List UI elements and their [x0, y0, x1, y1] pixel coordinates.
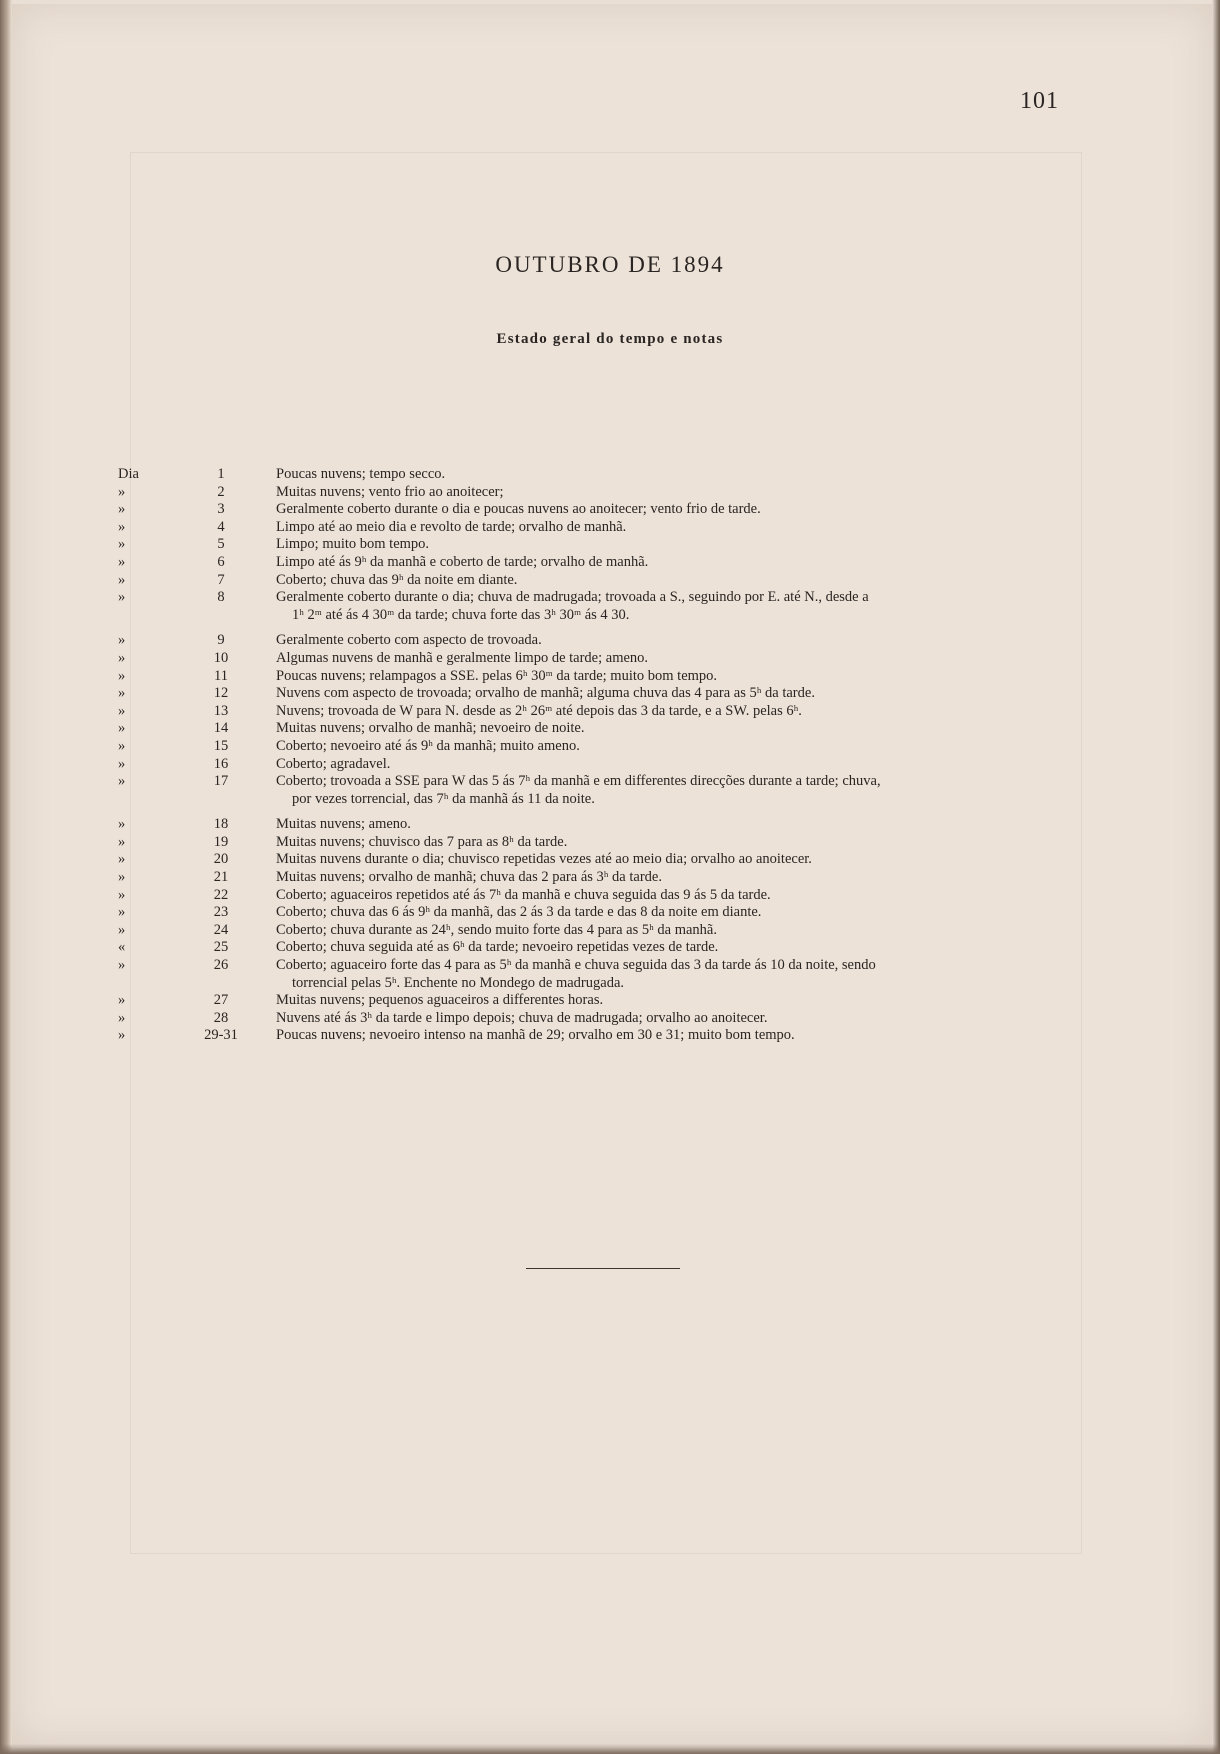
day-marker: » — [118, 1009, 126, 1026]
log-entry-row — [118, 887, 1078, 905]
day-marker: » — [118, 755, 126, 772]
log-entry-row — [118, 668, 1078, 686]
day-marker: » — [118, 773, 126, 790]
day-marker: » — [118, 851, 126, 868]
day-marker: » — [118, 720, 126, 737]
day-marker: » — [118, 553, 126, 570]
day-marker: » — [118, 702, 126, 719]
day-number: 8 — [217, 589, 225, 606]
weather-note: torrencial pelas 5ʰ. Enchente no Mondego de madrugada. — [292, 974, 624, 991]
weather-note: Muitas nuvens; vento frio ao anoitecer; — [276, 483, 504, 500]
log-entry-row — [118, 957, 1078, 975]
weather-note: Coberto; aguaceiro forte das 4 para as 5ʰ da manhã e chuva seguida das 3 da tarde ás 10 da noite, sendo — [276, 957, 876, 974]
weather-note: Muitas nuvens; orvalho de manhã; chuva das 2 para ás 3ʰ da tarde. — [276, 869, 662, 886]
day-marker: » — [118, 589, 126, 606]
log-entry-row — [118, 773, 1078, 791]
weather-note: Geralmente coberto durante o dia e poucas nuvens ao anoitecer; vento frio de tarde. — [276, 501, 761, 518]
log-entry-row — [118, 992, 1078, 1010]
log-entry-row — [118, 466, 1078, 484]
day-marker: » — [118, 904, 126, 921]
day-number: 22 — [213, 886, 229, 903]
day-number: 25 — [213, 939, 229, 956]
day-number: 17 — [213, 773, 229, 790]
weather-note: Coberto; chuva das 6 ás 9ʰ da manhã, das 2 ás 3 da tarde e das 8 da noite em diante. — [276, 904, 762, 921]
day-number: 23 — [213, 904, 229, 921]
log-entry-row — [118, 816, 1078, 834]
day-number: 29-31 — [204, 1027, 238, 1044]
day-number: 2 — [217, 483, 225, 500]
weather-note: Limpo até ao meio dia e revolto de tarde; orvalho de manhã. — [276, 518, 627, 535]
log-entry-row — [118, 554, 1078, 572]
day-marker: » — [118, 816, 126, 833]
weather-note: Muitas nuvens; pequenos aguaceiros a differentes horas. — [276, 992, 604, 1009]
log-entry-row — [118, 869, 1078, 887]
day-number: 28 — [213, 1009, 229, 1026]
day-marker: » — [118, 833, 126, 850]
day-marker: » — [118, 737, 126, 754]
log-entry-row — [118, 703, 1078, 721]
log-entry-row — [118, 834, 1078, 852]
log-entry-row — [118, 720, 1078, 738]
day-marker: » — [118, 869, 126, 886]
day-marker: » — [118, 921, 126, 938]
weather-note: por vezes torrencial, das 7ʰ da manhã ás 11 da noite. — [292, 790, 595, 807]
day-number: 27 — [213, 992, 229, 1009]
weather-note: Poucas nuvens; nevoeiro intenso na manhã de 29; orvalho em 30 e 31; muito bom tempo. — [276, 1027, 795, 1044]
day-marker: » — [118, 957, 126, 974]
day-number: 24 — [213, 921, 229, 938]
day-number: 12 — [213, 685, 229, 702]
day-number: 11 — [214, 667, 228, 684]
weather-note: Coberto; trovoada a SSE para W das 5 ás 7ʰ da manhã e em differentes direcções durante a tarde; chuva, — [276, 773, 881, 790]
day-number: 18 — [213, 816, 229, 833]
day-number: 19 — [213, 833, 229, 850]
day-marker: » — [118, 649, 126, 666]
log-entry-row — [118, 572, 1078, 590]
weather-note: Muitas nuvens; orvalho de manhã; nevoeiro de noite. — [276, 720, 585, 737]
weather-note: Poucas nuvens; relampagos a SSE. pelas 6ʰ 30ᵐ da tarde; muito bom tempo. — [276, 667, 718, 684]
day-marker: » — [118, 518, 126, 535]
weather-note: Coberto; chuva das 9ʰ da noite em diante. — [276, 571, 518, 588]
entry-spacer — [118, 624, 1078, 632]
day-number: 5 — [217, 536, 225, 553]
log-entry-row — [118, 1027, 1078, 1045]
day-number: 16 — [213, 755, 229, 772]
log-entry-row — [118, 536, 1078, 554]
day-number: 1 — [217, 466, 225, 482]
log-entry-row — [118, 685, 1078, 703]
log-entry-row — [118, 1010, 1078, 1028]
day-number: 15 — [213, 737, 229, 754]
log-entry-row — [118, 484, 1078, 502]
day-number: 4 — [217, 518, 225, 535]
day-number: 14 — [213, 720, 229, 737]
day-number: 7 — [217, 571, 225, 588]
weather-note: Muitas nuvens; ameno. — [276, 816, 411, 833]
page-subtitle: Estado geral do tempo e notas — [496, 331, 724, 347]
day-marker: » — [118, 536, 126, 553]
weather-note: Coberto; chuva seguida até as 6ʰ da tarde; nevoeiro repetidas vezes de tarde. — [276, 939, 719, 956]
day-marker: » — [118, 632, 126, 649]
day-marker: » — [118, 685, 126, 702]
weather-note: Geralmente coberto com aspecto de trovoada. — [276, 632, 542, 649]
page-title: OUTUBRO DE 1894 — [495, 252, 725, 277]
log-entry-row — [118, 632, 1078, 650]
day-marker: » — [118, 886, 126, 903]
log-entry-row — [118, 904, 1078, 922]
weather-note: Nuvens até ás 3ʰ da tarde e limpo depois; chuva de madrugada; orvalho ao anoitecer. — [276, 1009, 768, 1026]
day-marker: « — [118, 939, 126, 956]
weather-log — [118, 466, 1078, 1045]
weather-note: Coberto; chuva durante as 24ʰ, sendo muito forte das 4 para as 5ʰ da manhã. — [276, 921, 717, 938]
weather-note: Nuvens com aspecto de trovoada; orvalho de manhã; alguma chuva das 4 para as 5ʰ da tarde. — [276, 685, 815, 702]
weather-note: Algumas nuvens de manhã e geralmente limpo de tarde; ameno. — [276, 649, 649, 666]
log-entry-row — [118, 519, 1078, 537]
day-number: 6 — [217, 553, 225, 570]
day-marker: » — [118, 1027, 126, 1044]
day-marker: » — [118, 667, 126, 684]
weather-note: Poucas nuvens; tempo secco. — [276, 466, 446, 482]
weather-note: Geralmente coberto durante o dia; chuva de madrugada; trovoada a S., seguindo por E. até N., desde a — [276, 589, 869, 606]
closing-rule — [526, 1268, 680, 1269]
weather-note: Muitas nuvens durante o dia; chuvisco repetidas vezes até ao meio dia; orvalho ao anoitecer. — [276, 851, 812, 868]
day-marker: » — [118, 483, 126, 500]
weather-note: Coberto; aguaceiros repetidos até ás 7ʰ da manhã e chuva seguida das 9 ás 5 da tarde. — [276, 886, 771, 903]
weather-note: Limpo; muito bom tempo. — [276, 536, 430, 553]
log-entry-row — [118, 738, 1078, 756]
day-number: 26 — [213, 957, 229, 974]
log-entry-row — [118, 650, 1078, 668]
day-number: 9 — [217, 632, 225, 649]
weather-note: Coberto; agradavel. — [276, 755, 391, 772]
weather-note: Coberto; nevoeiro até ás 9ʰ da manhã; muito ameno. — [276, 737, 580, 754]
page-number: 101 — [1020, 88, 1059, 114]
entry-spacer — [118, 808, 1078, 816]
weather-note: Nuvens; trovoada de W para N. desde as 2ʰ 26ᵐ até depois das 3 da tarde, e a SW. pelas 6ʰ. — [276, 702, 802, 719]
log-entry-row — [118, 756, 1078, 774]
log-entry-continuation-row — [118, 975, 1078, 993]
weather-note: Muitas nuvens; chuvisco das 7 para as 8ʰ da tarde. — [276, 833, 568, 850]
log-entry-row — [118, 501, 1078, 519]
log-entry-row — [118, 851, 1078, 869]
log-entry-continuation-row — [118, 607, 1078, 625]
log-entry-row — [118, 939, 1078, 957]
day-number: 13 — [213, 702, 229, 719]
day-number: 20 — [213, 851, 229, 868]
day-number: 3 — [217, 501, 225, 518]
weather-note: 1ʰ 2ᵐ até ás 4 30ᵐ da tarde; chuva forte das 3ʰ 30ᵐ ás 4 30. — [292, 606, 630, 623]
day-marker: Dia — [118, 466, 139, 482]
day-number: 21 — [213, 869, 229, 886]
weather-note: Limpo até ás 9ʰ da manhã e coberto de tarde; orvalho de manhã. — [276, 553, 649, 570]
page-bottom-shadow — [0, 1744, 1220, 1754]
log-entry-continuation-row — [118, 791, 1078, 809]
log-entry-row — [118, 589, 1078, 607]
day-marker: » — [118, 571, 126, 588]
log-entry-row — [118, 922, 1078, 940]
day-marker: » — [118, 501, 126, 518]
day-number: 10 — [213, 649, 229, 666]
day-marker: » — [118, 992, 126, 1009]
